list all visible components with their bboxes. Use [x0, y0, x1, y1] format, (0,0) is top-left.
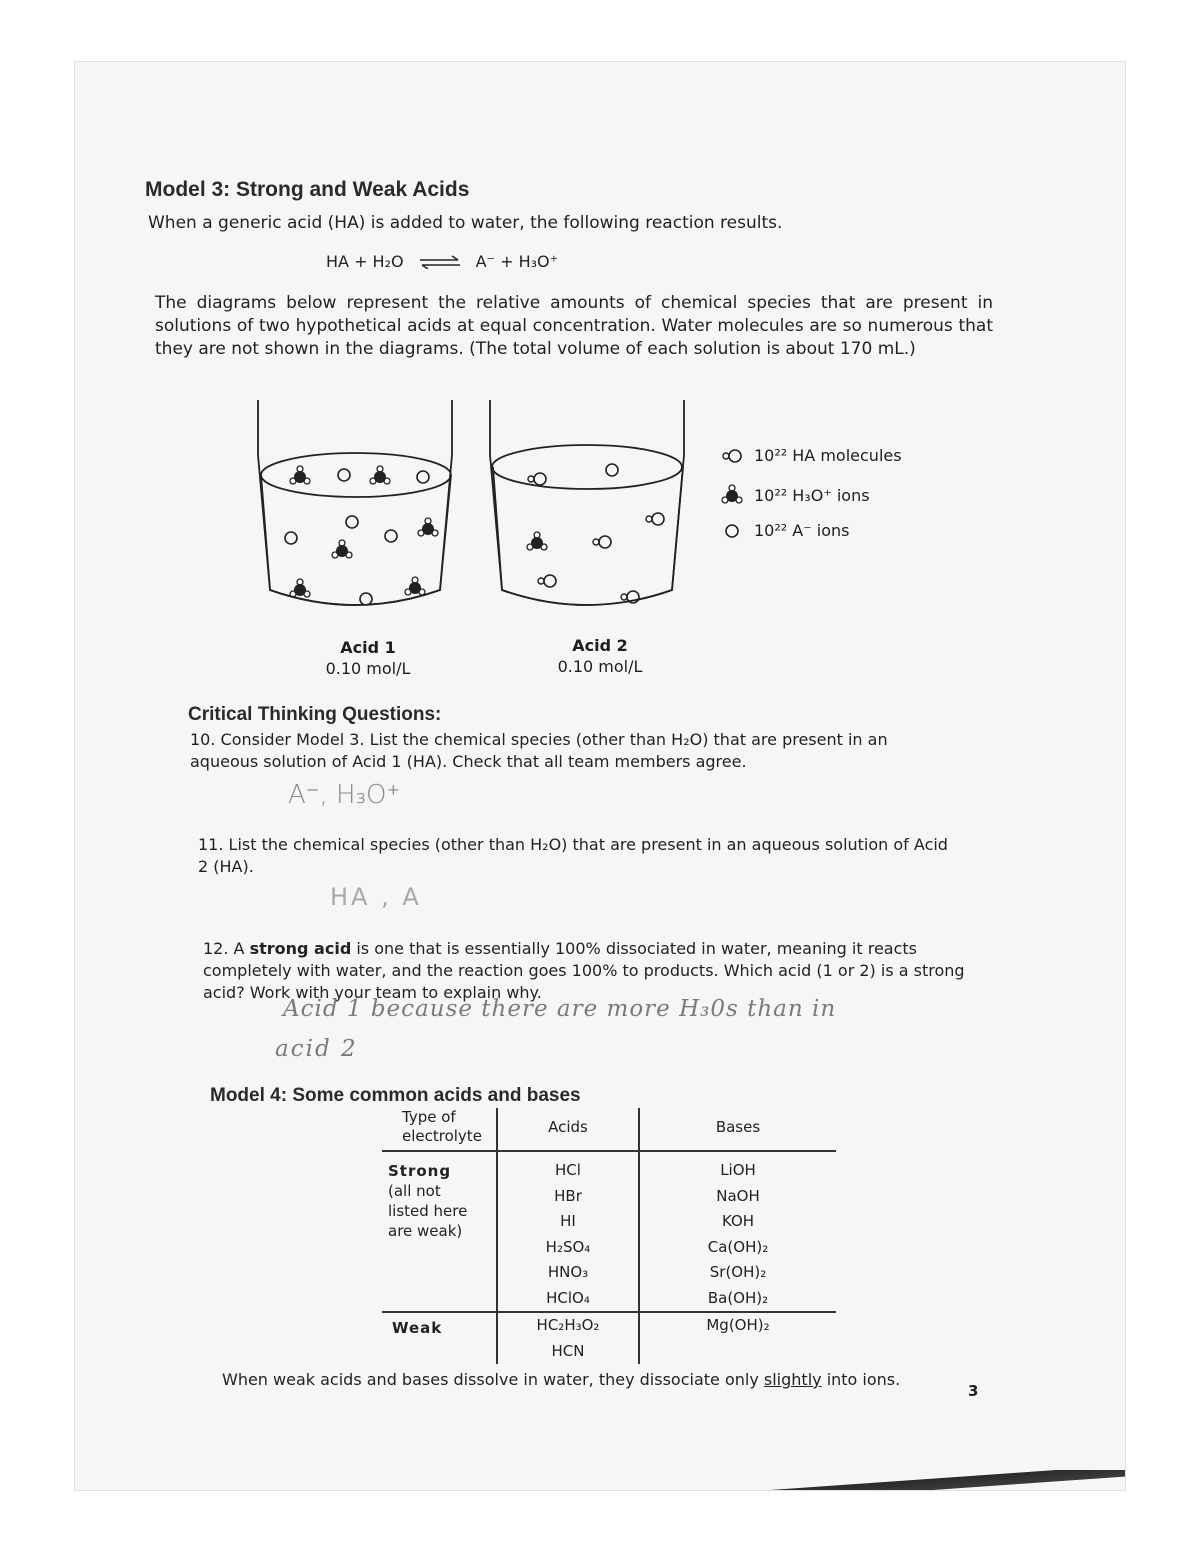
strong-base-item: LiOH	[720, 1161, 756, 1179]
page-number: 3	[968, 1382, 979, 1400]
a-minus-ion	[360, 593, 372, 605]
h3o-ion	[370, 466, 390, 484]
question-12-number: 12.	[203, 939, 229, 958]
acid1-label	[288, 637, 448, 679]
ha-molecule	[538, 575, 556, 587]
beaker-acid2	[490, 400, 684, 605]
strong-bases-cell	[639, 1151, 836, 1312]
strong-note: (all not listed here are weak)	[388, 1182, 468, 1240]
strong-label: Strong	[388, 1162, 452, 1180]
table-row-strong	[382, 1151, 836, 1312]
question-10-number: 10.	[190, 730, 216, 749]
question-12-text-after: is one that is essentially 100% dissociated in water, meaning it reacts completely with water, and the reaction goes 100% to products. Which acid (1 or 2) is a strong acid? Work with your team to explain why.	[203, 939, 965, 1002]
acid2-label	[520, 635, 680, 677]
ha-molecule	[593, 536, 611, 548]
question-10-answer: A⁻, H₃O⁺	[288, 780, 401, 810]
model4-title: Model 4: Some common acids and bases	[210, 1085, 581, 1106]
model3-description: The diagrams below represent the relative amounts of chemical species that are present in solutions of two hypothetical acids at equal concentration. Water molecules are so numerous that they are not shown in the diagrams. (The total volume of each solution is about 170 mL.)	[155, 293, 993, 359]
acid1-name: Acid 1	[340, 638, 396, 657]
equilibrium-arrow-icon	[418, 255, 462, 269]
weak-bases-cell	[639, 1312, 836, 1364]
ha-molecule	[528, 473, 546, 485]
beaker-acid1	[258, 400, 452, 605]
model3-title: Model 3: Strong and Weak Acids	[145, 178, 470, 201]
weak-acid-item: HC₂H₃O₂	[536, 1316, 600, 1334]
reaction-equation	[326, 252, 558, 271]
question-12-text-before: A	[233, 939, 250, 958]
h3o-ion	[418, 518, 438, 536]
a-minus-ion	[606, 464, 618, 476]
acid2-name: Acid 2	[572, 636, 628, 655]
strong-acid-item: H₂SO₄	[545, 1237, 591, 1256]
question-10-text: Consider Model 3. List the chemical species (other than H₂O) that are present in an aqueous solution of Acid 1 (HA). Check that all team members agree.	[190, 730, 888, 771]
beaker-diagram	[240, 395, 710, 625]
weak-label-cell	[382, 1312, 497, 1364]
question-12-answer-line2: acid 2	[275, 1036, 358, 1062]
question-12	[203, 938, 993, 1004]
header-acids: Acids	[497, 1108, 639, 1151]
footer-text-after: into ions.	[821, 1370, 901, 1389]
a-minus-ion-icon	[720, 522, 744, 540]
weak-label: Weak	[392, 1319, 443, 1337]
strong-label-cell	[382, 1151, 497, 1312]
strong-acid-item: HI	[560, 1212, 576, 1230]
footer-underlined-word: slightly	[763, 1370, 822, 1389]
hydronium-ion-icon	[720, 483, 744, 507]
strong-base-item: KOH	[721, 1212, 755, 1230]
legend-item-a-minus	[720, 521, 849, 540]
a-minus-ion	[285, 532, 297, 544]
footer-text-before: When weak acids and bases dissolve in water, they dissociate only	[222, 1370, 764, 1389]
header-electrolyte-type: Type of electrolyte	[382, 1108, 497, 1151]
legend-item-ha	[720, 446, 902, 465]
header-bases: Bases	[639, 1108, 836, 1151]
question-11	[198, 834, 963, 878]
weak-acid-item: HCN	[551, 1341, 585, 1360]
h3o-ion	[290, 466, 310, 484]
equation-products: A⁻ + H₃O⁺	[475, 252, 559, 271]
question-11-text: List the chemical species (other than H₂O) that are present in an aqueous solution of Acid 2 (HA).	[198, 835, 948, 876]
acid2-concentration: 0.10 mol/L	[557, 657, 643, 676]
ha-molecule	[646, 513, 664, 525]
strong-acid-item: HNO₃	[547, 1263, 589, 1281]
question-12-answer-line1: Acid 1 because there are more H₃0s than in	[283, 996, 837, 1022]
question-11-answer: HA , A	[330, 883, 422, 911]
acids-bases-table	[382, 1108, 836, 1364]
h3o-ion	[527, 532, 547, 550]
strong-acid-item: HBr	[554, 1186, 582, 1205]
a-minus-ion	[346, 516, 358, 528]
a-minus-ion	[385, 530, 397, 542]
table-row-weak	[382, 1312, 836, 1364]
strong-base-item: Ca(OH)₂	[707, 1237, 769, 1256]
strong-acid-item: HClO₄	[546, 1288, 590, 1307]
h3o-ion	[290, 579, 310, 597]
h3o-ion	[332, 540, 352, 558]
ctq-heading: Critical Thinking Questions:	[188, 704, 442, 725]
question-12-bold-term: strong acid	[249, 939, 352, 958]
equation-reactants: HA + H₂O	[326, 252, 404, 271]
weak-acids-cell	[497, 1312, 639, 1364]
question-11-number: 11.	[198, 835, 224, 854]
model3-intro: When a generic acid (HA) is added to water, the following reaction results.	[148, 213, 783, 233]
a-minus-ion	[417, 471, 429, 483]
legend-label-ha: 10²² HA molecules	[754, 446, 902, 465]
strong-acids-cell	[497, 1151, 639, 1312]
legend-label-h3o: 10²² H₃O⁺ ions	[754, 485, 870, 505]
page-fold-shadow	[760, 1470, 1125, 1490]
question-10	[190, 729, 950, 773]
legend-label-a-minus: 10²² A⁻ ions	[754, 521, 850, 540]
a-minus-ion	[338, 469, 350, 481]
weak-base-item: Mg(OH)₂	[706, 1316, 770, 1334]
model4-footer	[222, 1369, 900, 1391]
acid1-concentration: 0.10 mol/L	[325, 659, 411, 678]
h3o-ion	[405, 577, 425, 595]
strong-base-item: NaOH	[716, 1186, 760, 1205]
legend-item-h3o	[720, 483, 870, 507]
ha-molecule-icon	[720, 447, 744, 465]
strong-base-item: Ba(OH)₂	[707, 1288, 769, 1307]
strong-acid-item: HCl	[555, 1161, 581, 1179]
strong-base-item: Sr(OH)₂	[709, 1263, 767, 1281]
